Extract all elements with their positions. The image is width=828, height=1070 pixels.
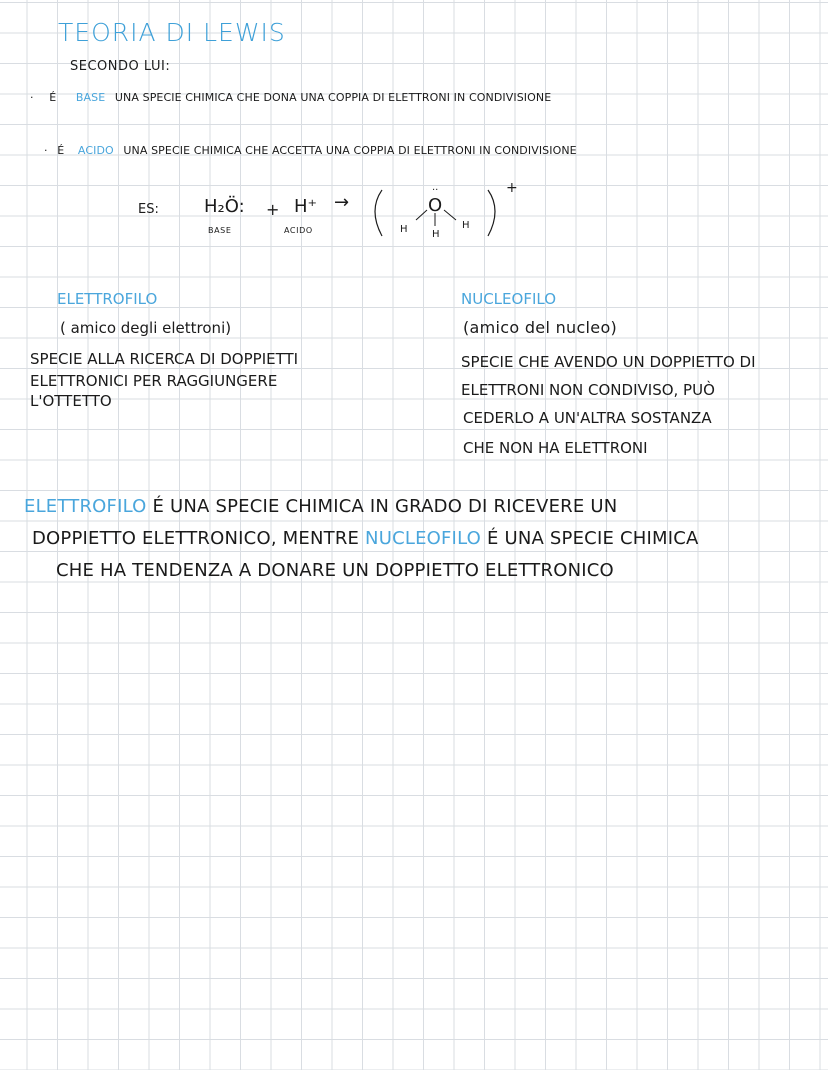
bullet: · — [44, 144, 48, 157]
summary-line-1 — [24, 498, 617, 516]
example-equation — [130, 178, 530, 248]
definition-text: UNA SPECIE CHIMICA CHE ACCETTA UNA COPPIA DI ELETTRONI IN CONDIVISIONE — [123, 144, 577, 157]
summary-term-nucleophile: NUCLEOFILO — [365, 528, 482, 549]
electrophile-line: SPECIE ALLA RICERCA DI DOPPIETTI — [30, 350, 299, 368]
hydrogen-right: H — [462, 220, 470, 231]
electrophile-note: ( amico degli elettroni) — [60, 319, 232, 337]
definition-term-acid: ACIDO — [77, 144, 114, 157]
bond-right — [444, 210, 456, 220]
reaction-arrow: → — [334, 192, 350, 213]
plus-sign: + — [266, 200, 280, 219]
lone-pair: .. — [432, 182, 439, 193]
nucleophile-note: (amico del nucleo) — [463, 318, 618, 337]
positive-charge: + — [506, 180, 518, 196]
definition-acid — [44, 145, 577, 156]
reactant-water: H₂Ö: — [204, 196, 245, 217]
electrophile-line: L'OTTETTO — [30, 392, 112, 410]
definition-base — [30, 92, 551, 103]
summary-text: É UNA SPECIE CHIMICA — [481, 528, 699, 549]
page-title: TEORIA DI LEWIS — [58, 18, 286, 47]
subtitle: SECONDO LUI: — [70, 59, 171, 74]
label-base: BASE — [208, 226, 232, 235]
hydrogen-middle: H — [432, 229, 440, 240]
definition-verb: É — [49, 91, 57, 104]
nucleophile-line: ELETTRONI NON CONDIVISO, PUÒ — [461, 381, 715, 399]
hydronium-structure — [330, 178, 530, 248]
definition-verb: É — [57, 144, 65, 157]
nucleophile-line: SPECIE CHE AVENDO UN DOPPIETTO DI — [461, 353, 756, 371]
bond-left — [416, 210, 427, 220]
electrophile-line: ELETTRONICI PER RAGGIUNGERE — [30, 372, 278, 390]
label-acid: ACIDO — [284, 226, 313, 235]
bullet: · — [30, 91, 34, 104]
nucleophile-line: CEDERLO A UN'ALTRA SOSTANZA — [463, 409, 712, 427]
right-bracket — [488, 190, 495, 236]
summary-line-2 — [32, 530, 698, 548]
electrophile-heading: ELETTROFILO — [57, 290, 158, 308]
nucleophile-line: CHE NON HA ELETTRONI — [463, 439, 648, 457]
summary-text: DOPPIETTO ELETTRONICO, MENTRE — [32, 528, 366, 549]
oxygen-atom: O — [428, 195, 443, 216]
definition-term-base: BASE — [75, 91, 106, 104]
nucleophile-heading: NUCLEOFILO — [461, 290, 556, 308]
summary-text: É UNA SPECIE CHIMICA IN GRADO DI RICEVERE UN — [146, 496, 618, 517]
definition-text: UNA SPECIE CHIMICA CHE DONA UNA COPPIA DI ELETTRONI IN CONDIVISIONE — [114, 91, 552, 104]
left-bracket — [375, 190, 382, 236]
hydrogen-left: H — [400, 224, 408, 235]
summary-term-electrophile: ELETTROFILO — [24, 496, 147, 517]
reactant-proton: H⁺ — [294, 196, 318, 217]
example-prefix: ES: — [138, 202, 159, 217]
summary-line-3: CHE HA TENDENZA A DONARE UN DOPPIETTO ELETTRONICO — [56, 560, 614, 581]
